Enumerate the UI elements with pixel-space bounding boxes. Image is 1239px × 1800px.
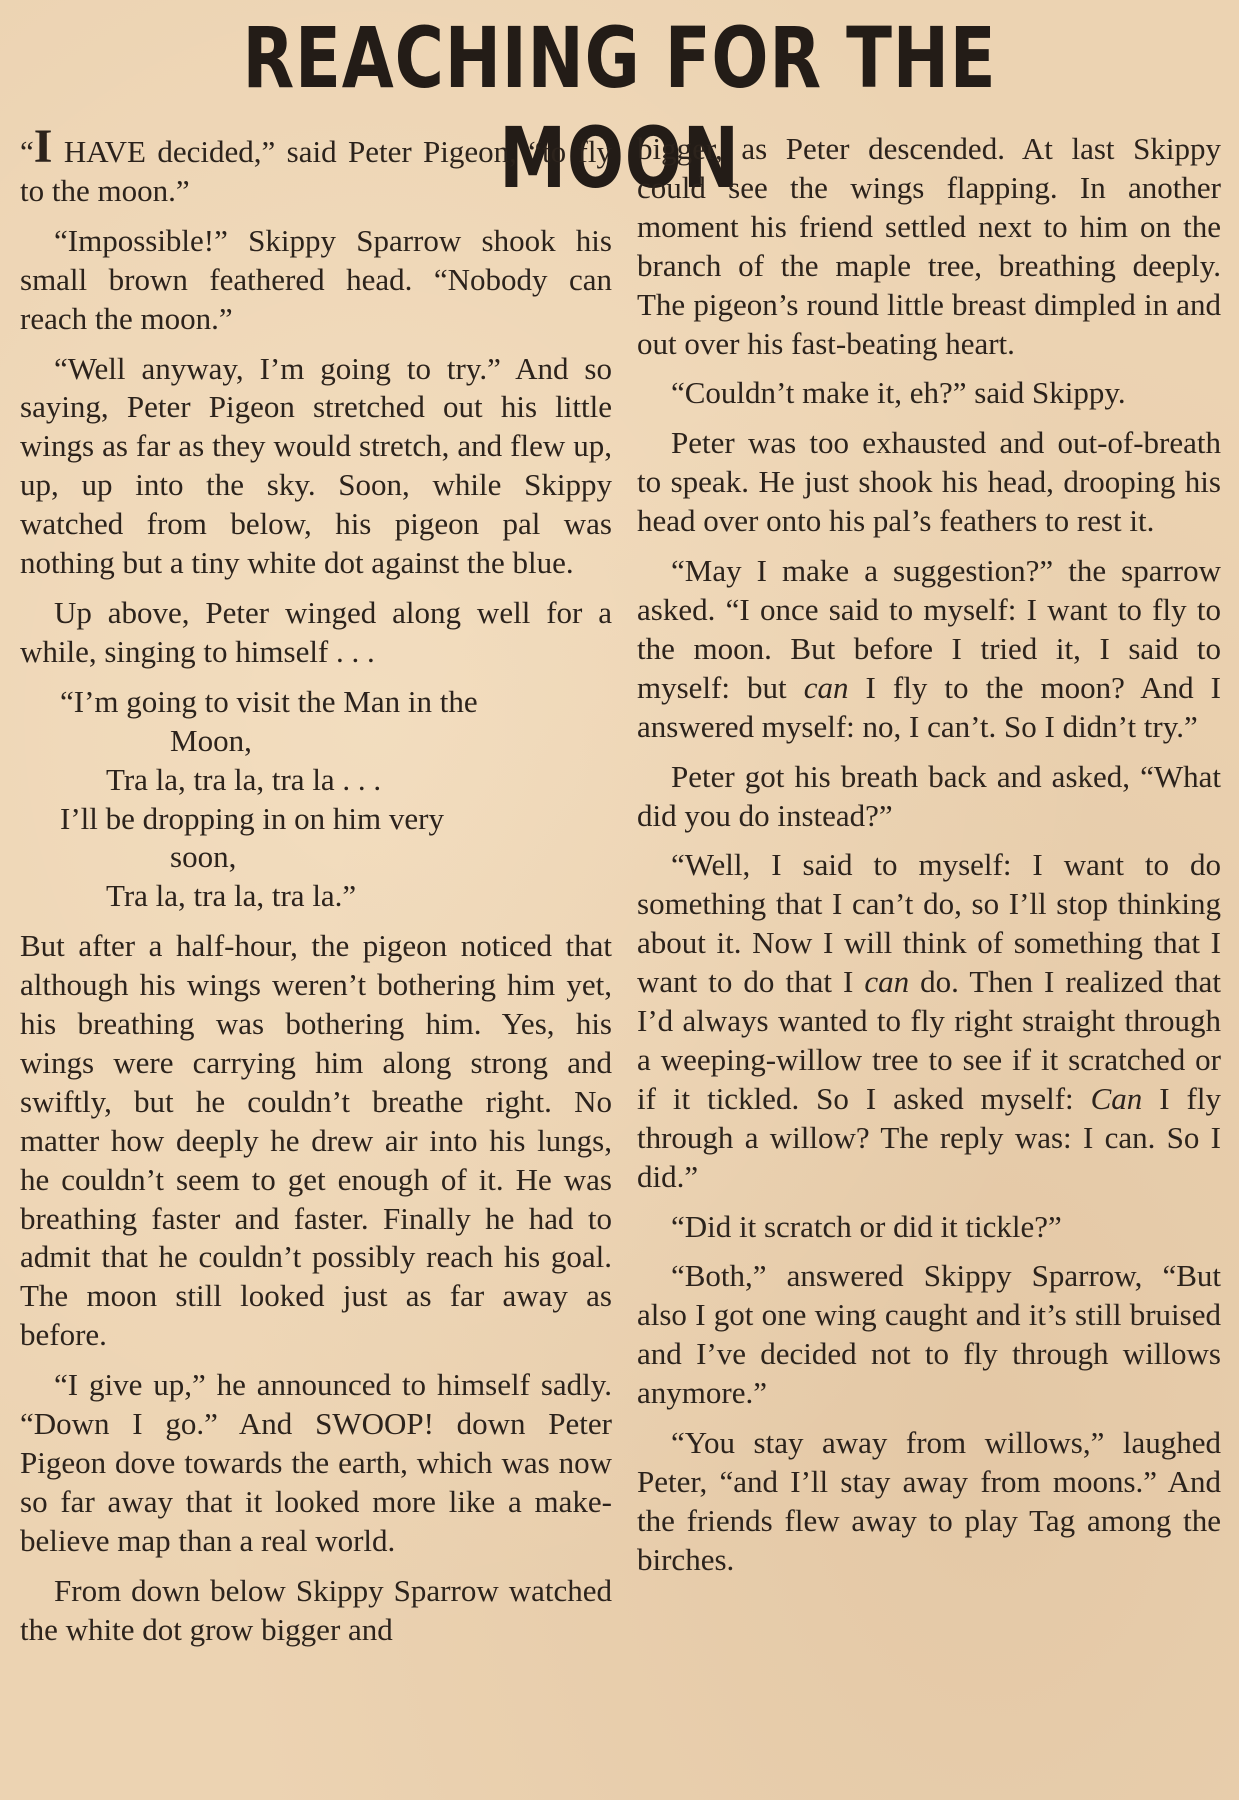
opening-quote: “: [20, 134, 34, 169]
paragraph: “Couldn’t make it, eh?” said Skippy.: [671, 375, 1126, 411]
song-verse: [20, 683, 612, 916]
left-column: [20, 120, 612, 1661]
paragraph: bigger, as Peter descended. At last Skippy could see the wings flapping. In another moment his friend settled next to him on the branch of the maple tree, breathing deeply. The pigeon’s round little breast dimpled in and out over his fast-beating heart.: [637, 131, 1221, 361]
right-column: [637, 130, 1221, 1591]
verse-line-continued: soon,: [170, 839, 237, 875]
paragraph: “Impossible!” Skippy Sparrow shook his small brown feathered head. “Nobody can reach the moon.”: [20, 222, 612, 336]
drop-cap: I: [33, 120, 53, 173]
paragraph: “Well anyway, I’m going to try.” And so saying, Peter Pigeon stretched out his little wings as far as they would stretch, and flew up, up, up into the sky. Soon, while Skippy watched from below, his pigeon pal was nothing but a tiny white dot against the blue.: [20, 350, 612, 581]
paragraph: But after a half-hour, the pigeon noticed that although his wings weren’t bothering him yet, his breathing was bothering him. Yes, his wings were carrying him along strong and swiftly, but he couldn’t breathe right. No matter how deeply he drew air into his lungs, he couldn’t seem to get enough of it. He was breathing faster and faster. Finally he had to admit that he couldn’t possibly reach his goal. The moon still looked just as far away as before.: [20, 928, 612, 1353]
text-run: I fly through a willow? The reply was: I can. So I did.”: [637, 1080, 1221, 1194]
emphasis: can: [864, 964, 910, 1000]
paragraph: “I give up,” he announced to himself sadly. “Down I go.” And SWOOP! down Peter Pigeon dove towards the earth, which was now so far away that it looked more like a make-believe map than a real world.: [20, 1367, 612, 1558]
paragraph: [637, 846, 1221, 1196]
paragraph: Peter was too exhausted and out-of-breath to speak. He just shook his head, drooping his head over onto his pal’s feathers to rest it.: [637, 425, 1221, 539]
paragraph-opening: [20, 120, 612, 211]
verse-line-continued: Moon,: [170, 722, 252, 758]
paragraph: [637, 552, 1221, 747]
text-run: “May I make a suggestion?” the sparrow asked. “I once said to myself: I want to fly to the moon. But before I tried it, I said to myself: but: [637, 553, 1221, 705]
emphasis: can: [803, 669, 849, 705]
verse-line: Tra la, tra la, tra la . . .: [106, 761, 382, 797]
text-run: do. Then I realized that I’d always wanted to fly right straight through a weeping-willow tree to see if it scratched or if it tickled. So I asked myself:: [637, 964, 1222, 1116]
verse-line: I’ll be dropping in on him very: [60, 800, 444, 836]
paragraph: Up above, Peter winged along well for a while, singing to himself . . .: [20, 594, 612, 669]
verse-line: Tra la, tra la, tra la.”: [106, 878, 357, 914]
paragraph: “Both,” answered Skippy Sparrow, “But also I got one wing caught and it’s still bruised and I’ve decided not to fly through willows anymore.”: [637, 1258, 1221, 1411]
verse-line: “I’m going to visit the Man in the: [60, 683, 478, 719]
paragraph: Peter got his breath back and asked, “What did you do instead?”: [637, 758, 1221, 833]
opening-text: HAVE decided,” said Peter Pigeon, “to fly to the moon.”: [20, 134, 612, 208]
text-run: “Well, I said to myself: I want to do something that I can’t do, so I’ll stop thinking about it. Now I will think of something that I want to do that I: [637, 847, 1221, 1000]
paragraph: “You stay away from willows,” laughed Peter, “and I’ll stay away from moons.” And the friends flew away to play Tag among the birches.: [637, 1425, 1221, 1577]
paragraph: From down below Skippy Sparrow watched the white dot grow bigger and: [20, 1572, 612, 1647]
story-title: REACHING FOR THE MOON: [242, 9, 997, 207]
emphasis: Can: [1090, 1080, 1143, 1116]
text-run: I fly to the moon? And I answered myself: no, I can’t. So I didn’t try.”: [637, 669, 1221, 744]
paragraph: “Did it scratch or did it tickle?”: [671, 1208, 1062, 1244]
